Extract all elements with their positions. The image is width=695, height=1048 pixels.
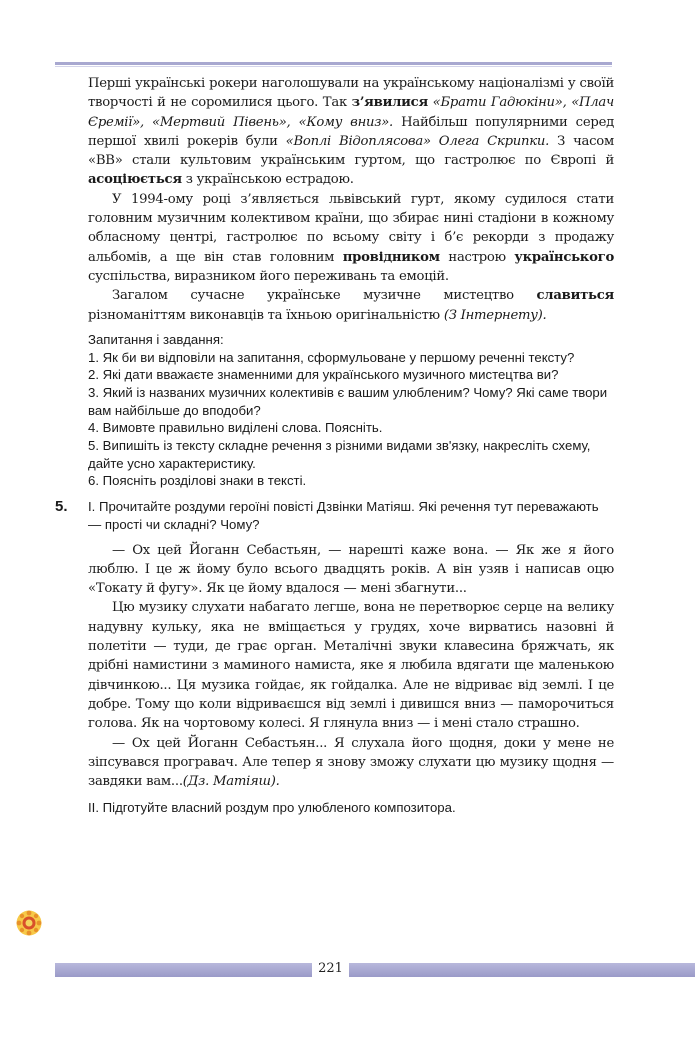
top-rule-thin bbox=[55, 66, 612, 67]
sun-emblem-icon bbox=[16, 910, 42, 936]
text: З часом «ВВ» стали культовим українським гуртом, що гастролює по Європі й bbox=[88, 133, 614, 169]
text: — Ох цей Йоганн Себастьян... Я слухала його щодня, доки у мене не зіпсувався програвач. Але тепер я знову зможу слухати цю музику щодня — завдяки вам... bbox=[88, 735, 614, 790]
text: настрою bbox=[439, 249, 515, 265]
highlighted-word: українського bbox=[514, 249, 614, 265]
question-item: 2. Які дати вважаєте знаменними для українського музичного мистецтва ви? bbox=[88, 367, 559, 383]
italic-text: «Воплі Відоплясова» Олега Скрипки. bbox=[285, 133, 550, 149]
excerpt-paragraph: Цю музику слухати набагато легше, вона не перетворює серце на велику надувну кульку, яка не вміщається у грудях, хоче вирватись назовні й полетіти — туди, де грає орган. Металічні звуки клавесина бряжчать, як дрібні намистини з маминого намиста, яке я любила вдягати ще маленькою дівчинкою... Ця музика гойдає, як гойдалка. Але не відриває від землі. І це добре. Тому що коли відриваєшся від землі і дивишся вниз — паморочиться голова. Як на чортовому колесі. Я глянула вниз — і мені стало страшно. bbox=[88, 600, 614, 732]
paragraph-1 bbox=[88, 74, 614, 190]
question-item: 3. Який із названих музичних колективів є вашим улюбленим? Чому? Які саме твори вам найбільше до вподоби? bbox=[88, 384, 608, 418]
questions-heading: Запитання і завдання: bbox=[88, 331, 224, 347]
exercise-part-ii: II. Підготуйте власний роздум про улюбленого композитора. bbox=[88, 800, 456, 816]
question-item: 4. Вимовте правильно виділені слова. Поясніть. bbox=[88, 420, 383, 436]
exercise-number: 5. bbox=[55, 498, 68, 516]
top-rule bbox=[55, 62, 612, 65]
text: Загалом сучасне українське музичне мистецтво bbox=[112, 288, 537, 304]
bottom-rule-right bbox=[349, 963, 695, 977]
bottom-rule-left bbox=[55, 963, 312, 977]
text: Перші українські рокери наголошували на українському націоналізмі у своїй творчості й не соромилися цього. Так bbox=[88, 76, 614, 111]
paragraph-2 bbox=[88, 190, 614, 286]
literary-excerpt bbox=[88, 541, 614, 792]
question-item: 1. Як би ви відповіли на запитання, сформульоване у першому реченні тексту? bbox=[88, 349, 575, 365]
exercise-5 bbox=[55, 498, 614, 817]
highlighted-word: асоціюється bbox=[88, 172, 182, 188]
exercise-intro: I. Прочитайте роздуми героїні повісті Дзвінки Матіяш. Які речення тут переважають — прості чи складні? Чому? bbox=[88, 499, 599, 532]
source-citation: (Дз. Матіяш). bbox=[182, 774, 280, 790]
text: У 1994-ому році з’являється львівський гурт, якому судилося стати головним музичним колективом країни, що збирає нині стадіони в кожному обласному центрі, гастролює по всьому світу і б’є рекорди з продажу альбомів, а ще він став головним bbox=[88, 191, 614, 265]
questions-list bbox=[88, 349, 614, 491]
page-content bbox=[55, 74, 614, 817]
text: суспільства, виразником його переживань та емоцій. bbox=[88, 268, 449, 284]
question-item: 5. Випишіть із тексту складне речення з різними видами зв'язку, накресліть схему, дайте усно характеристику. bbox=[88, 438, 591, 471]
italic-text: «Брати Гадюкіни», «Плач Єремії», «Мертвий Півень», «Кому вниз». bbox=[88, 95, 614, 130]
excerpt-paragraph: — Ох цей Йоганн Себастьян, — нарешті каже вона. — Як же я його люблю. І це ж йому було всього двадцять років. А він узяв і написав оцю «Токату й фугу». Як це йому вдалося — мені збагнути... bbox=[88, 542, 614, 597]
source-citation: (З Інтернету). bbox=[443, 307, 547, 323]
text: різноманіттям виконавців та їхньою оригінальністю bbox=[88, 307, 444, 323]
highlighted-word: славиться bbox=[536, 288, 614, 304]
highlighted-word: з’явилися bbox=[351, 95, 428, 111]
excerpt-paragraph bbox=[88, 734, 614, 792]
highlighted-word: провідником bbox=[342, 249, 440, 265]
text: з українською естрадою. bbox=[181, 172, 354, 188]
page-number: 221 bbox=[318, 961, 343, 976]
question-item: 6. Поясніть розділові знаки в тексті. bbox=[88, 473, 307, 489]
paragraph-3 bbox=[88, 286, 614, 325]
text: Найбільш популярними серед першої хвилі рокерів були bbox=[88, 114, 614, 149]
